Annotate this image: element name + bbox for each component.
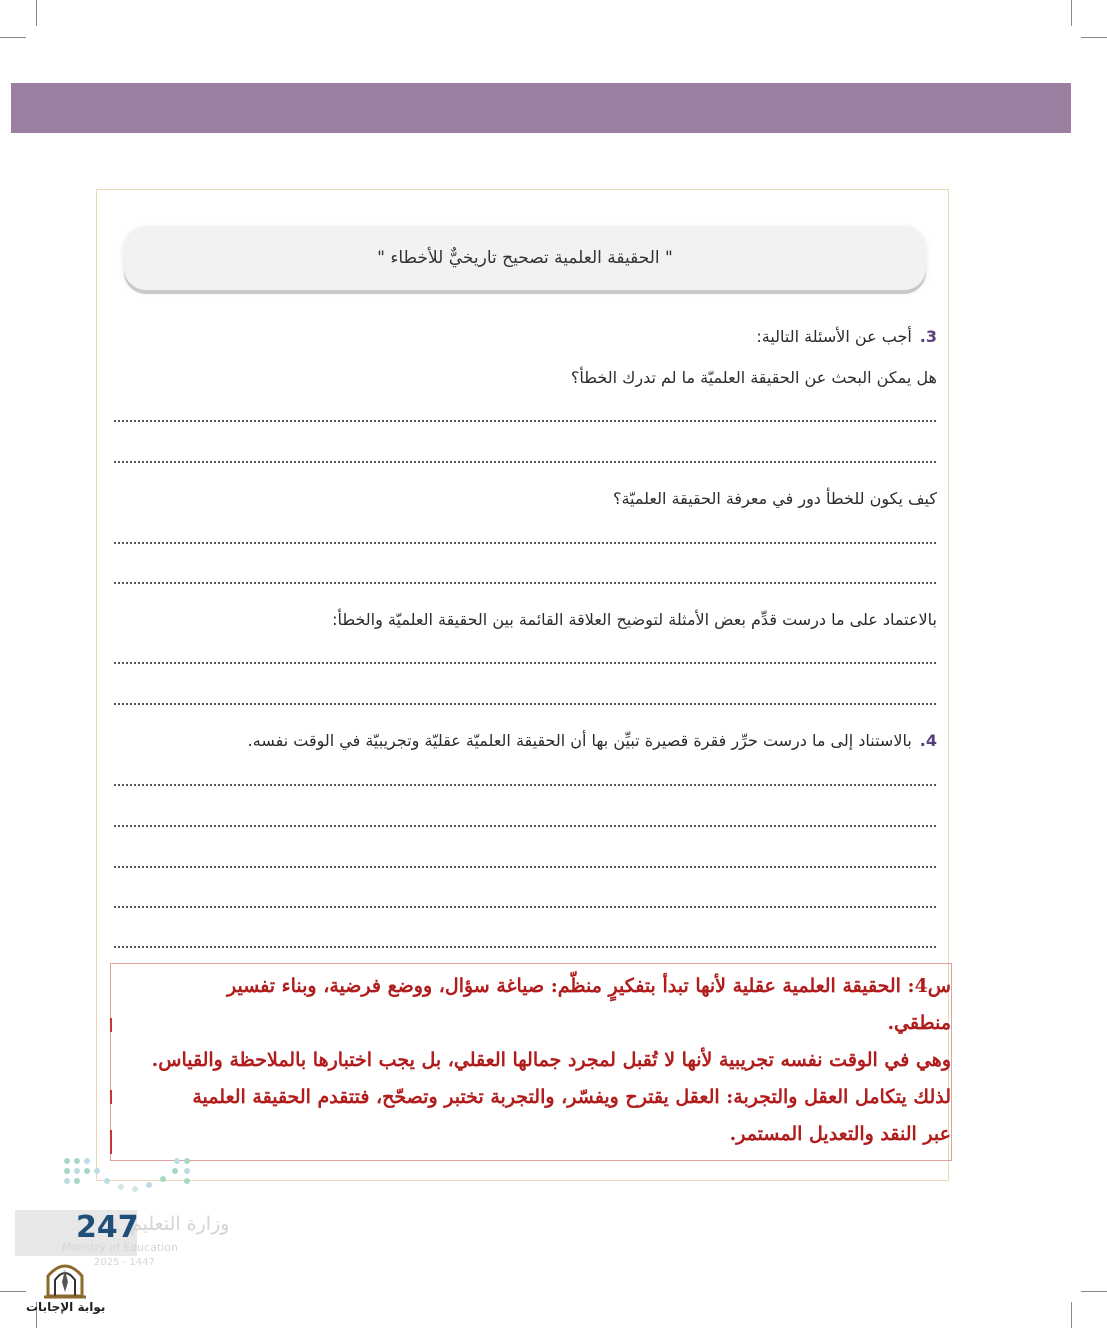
margin-mark — [110, 1018, 112, 1032]
answer-line[interactable] — [114, 420, 936, 422]
answer-line[interactable] — [114, 703, 936, 705]
question-3: بالاعتماد على ما درست قدِّم بعض الأمثلة لتوضيح العلاقة القائمة بين الحقيقة العلميّة والخطأ: — [332, 610, 937, 629]
instruction-text: أجب عن الأسئلة التالية: — [756, 327, 912, 346]
answer-line[interactable] — [114, 582, 936, 584]
crop-mark — [1071, 0, 1072, 26]
ministry-logo-dots — [62, 1156, 202, 1216]
ministry-name-en: Ministry of Education — [62, 1241, 179, 1254]
margin-mark — [110, 1090, 112, 1104]
exercise-4-prompt — [248, 731, 937, 750]
answer-line[interactable] — [114, 542, 936, 544]
prompt-text: بالاستناد إلى ما درست حرِّر فقرة قصيرة تبيِّن بها أن الحقيقة العلميّة عقليّة وتجريبيّة في الوقت نفسه. — [247, 731, 912, 750]
margin-mark — [110, 1130, 112, 1154]
title-box — [124, 226, 926, 290]
edition-year: 2025 - 1447 — [94, 1257, 155, 1268]
crop-mark — [1071, 1302, 1072, 1328]
answer-line[interactable] — [114, 825, 936, 827]
question-1: هل يمكن البحث عن الحقيقة العلميّة ما لم تدرك الخطأ؟ — [570, 368, 937, 387]
exercise-number: 4. — [919, 731, 937, 750]
answer-line-text: منطقي. — [887, 1012, 951, 1034]
crop-mark — [36, 0, 37, 26]
answer-line[interactable] — [114, 866, 936, 868]
crop-mark — [1081, 37, 1107, 38]
crop-mark — [0, 1291, 26, 1292]
answer-line-text: وهي في الوقت نفسه تجريبية لأنها لا تُقبل لمجرد جمالها العقلي، بل يجب اختبارها بالملاحظة والقياس. — [151, 1049, 951, 1071]
header-banner — [11, 83, 1071, 133]
page-number: 247 — [76, 1210, 139, 1245]
answer-line[interactable] — [114, 784, 936, 786]
exercise-3-instruction — [756, 327, 937, 346]
gateway-logo-text: بوابة الإجابات — [26, 1300, 106, 1314]
answer-line-text: لذلك يتكامل العقل والتجربة: العقل يقترح ويفسّر، والتجربة تختبر وتصحّح، فتتقدم الحقيقة العلمية — [192, 1086, 951, 1108]
answer-box — [110, 963, 952, 1161]
crop-mark — [1081, 1291, 1107, 1292]
answer-line[interactable] — [114, 946, 936, 948]
crop-mark — [0, 37, 26, 38]
section-title: " الحقيقة العلمية تصحيح تاريخيٌّ للأخطاء " — [377, 248, 673, 268]
exercise-number: 3. — [919, 327, 937, 346]
question-2: كيف يكون للخطأ دور في معرفة الحقيقة العلميّة؟ — [612, 489, 937, 508]
answer-line-text: عبر النقد والتعديل المستمر. — [729, 1123, 951, 1145]
answer-line[interactable] — [114, 906, 936, 908]
answer-line[interactable] — [114, 461, 936, 463]
ministry-name-ar: وزارة التعليم — [130, 1213, 230, 1235]
gateway-logo-icon — [42, 1256, 88, 1300]
answer-line-text: س4: الحقيقة العلمية عقلية لأنها تبدأ بتفكيرٍ منظّم: صياغة سؤال، ووضع فرضية، وبناء تفسير — [226, 975, 951, 997]
answer-line[interactable] — [114, 662, 936, 664]
